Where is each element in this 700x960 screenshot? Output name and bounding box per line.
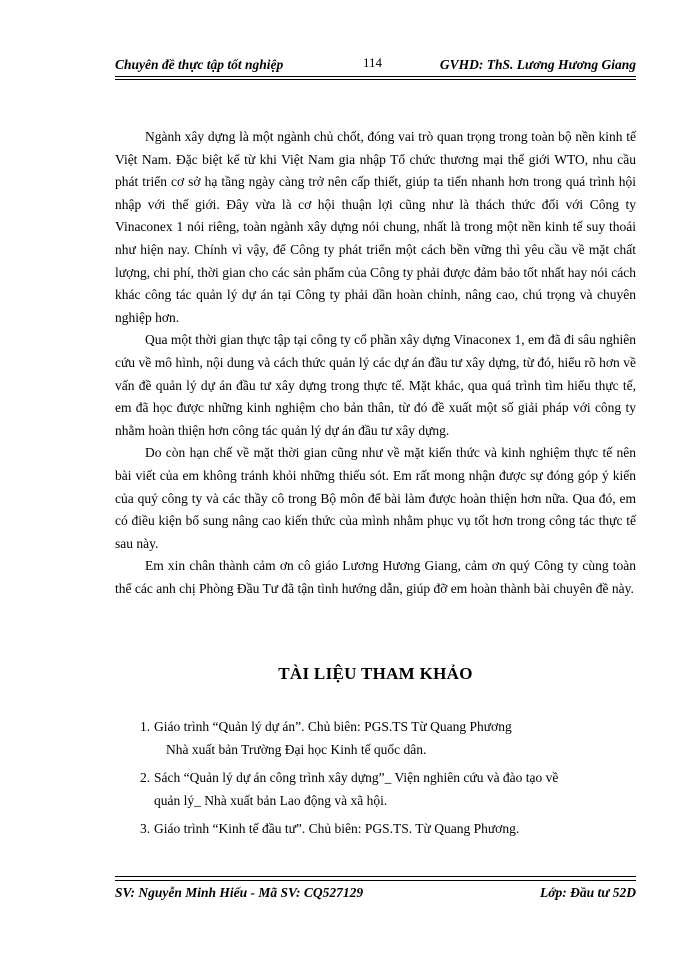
references-list — [115, 716, 636, 847]
conclusion-section — [115, 126, 636, 600]
paragraph: Em xin chân thành cảm ơn cô giáo Lương Hương Giang, cảm ơn quý Công ty cùng toàn thể các anh chị Phòng Đầu Tư đã tận tình hướng dẫn, giúp đỡ em hoàn thành bài chuyên đề này. — [115, 558, 636, 596]
list-number: 3. — [140, 821, 151, 837]
list-item — [115, 818, 636, 841]
header-rule — [115, 76, 636, 77]
paragraph: Ngành xây dựng là một ngành chủ chốt, đóng vai trò quan trọng trong toàn bộ nền kinh tế Việt Nam. Đặc biệt kể từ khi Việt Nam gia nhập Tổ chức thương mại thế giới WTO, nhu cầu phát triển cơ sở hạ tầng ngày càng trở nên cấp thiết, giúp ta tiến nhanh hơn trong quá trình hội nhập với thế giới. Đây vừa là cơ hội thuận lợi cũng như là thách thức đối với Công ty Vinaconex 1 nói riêng, toàn ngành xây dựng nói chung, nhất là trong một nền kinh tế suy thoái như hiện nay. Chính vì vậy, để Công ty phát triển một cách bền vững thì yêu cầu về mặt chất lượng, chi phí, thời gian cho các sản phẩm của Công ty phải được đảm bảo tốt nhất hay nói cách khác công tác quản lý dự án tại Công ty phải dần hoàn chỉnh, nâng cao, chú trọng và chuyên nghiệp hơn. — [115, 129, 636, 325]
header-rule-double — [115, 79, 636, 80]
reference-line: Giáo trình “Quản lý dự án”. Chủ biên: PGS.TS Từ Quang Phương — [154, 719, 512, 734]
reference-line: quản lý_ Nhà xuất bản Lao động và xã hội. — [154, 792, 388, 808]
student-info: SV: Nguyễn Minh Hiếu - Mã SV: CQ527129 — [115, 885, 364, 900]
list-item — [115, 716, 636, 761]
list-number: 2. — [140, 770, 151, 786]
list-number: 1. — [140, 719, 151, 734]
references-heading: TÀI LIỆU THAM KHẢO — [278, 664, 473, 683]
reference-line: Giáo trình “Kinh tế đầu tư”. Chủ biên: PGS.TS. Từ Quang Phương. — [154, 821, 520, 837]
footer-rule — [115, 876, 636, 877]
paragraph: Qua một thời gian thực tập tại công ty cổ phần xây dựng Vinaconex 1, em đã đi sâu nghiên cứu về mô hình, nội dung và cách thức quản lý các dự án đầu tư xây dựng, từ đó, hiểu rõ hơn về vấn đề quản lý dự án đầu tư xây dựng trong thực tế. Mặt khác, qua quá trình tìm hiểu thực tế, em đã học được những kinh nghiệm cho bản thân, từ đó đề xuất một số giải pháp với công ty nhằm hoàn thiện hơn công tác quản lý dự án đầu tư xây dựng. — [115, 332, 636, 438]
class-info: Lớp: Đầu tư 52D — [540, 885, 636, 900]
reference-line: Sách “Quản lý dự án công trình xây dựng”_ Viện nghiên cứu và đào tạo về — [154, 770, 559, 786]
footer-rule-double — [115, 880, 636, 881]
document-title: Chuyên đề thực tập tốt nghiệp — [115, 57, 284, 72]
paragraph: Do còn hạn chế về mặt thời gian cũng như về mặt kiến thức và kinh nghiệm thực tế nên bài viết của em không tránh khỏi những thiếu sót. Em rất mong nhận được sự đóng góp ý kiến của quý công ty và các thầy cô trong Bộ môn để bài làm được hoàn thiện hơn nữa. Qua đó, em có điều kiện bổ sung nâng cao kiến thức của mình nhằm phục vụ tốt hơn trong công tác thực tế sau này. — [115, 445, 636, 551]
page-number: 114 — [363, 55, 383, 70]
page-header — [115, 54, 636, 76]
supervisor-name: GVHD: ThS. Lương Hương Giang — [439, 57, 636, 72]
list-item — [115, 767, 636, 812]
reference-line: Nhà xuất bản Trường Đại học Kinh tế quốc dân. — [166, 741, 427, 757]
